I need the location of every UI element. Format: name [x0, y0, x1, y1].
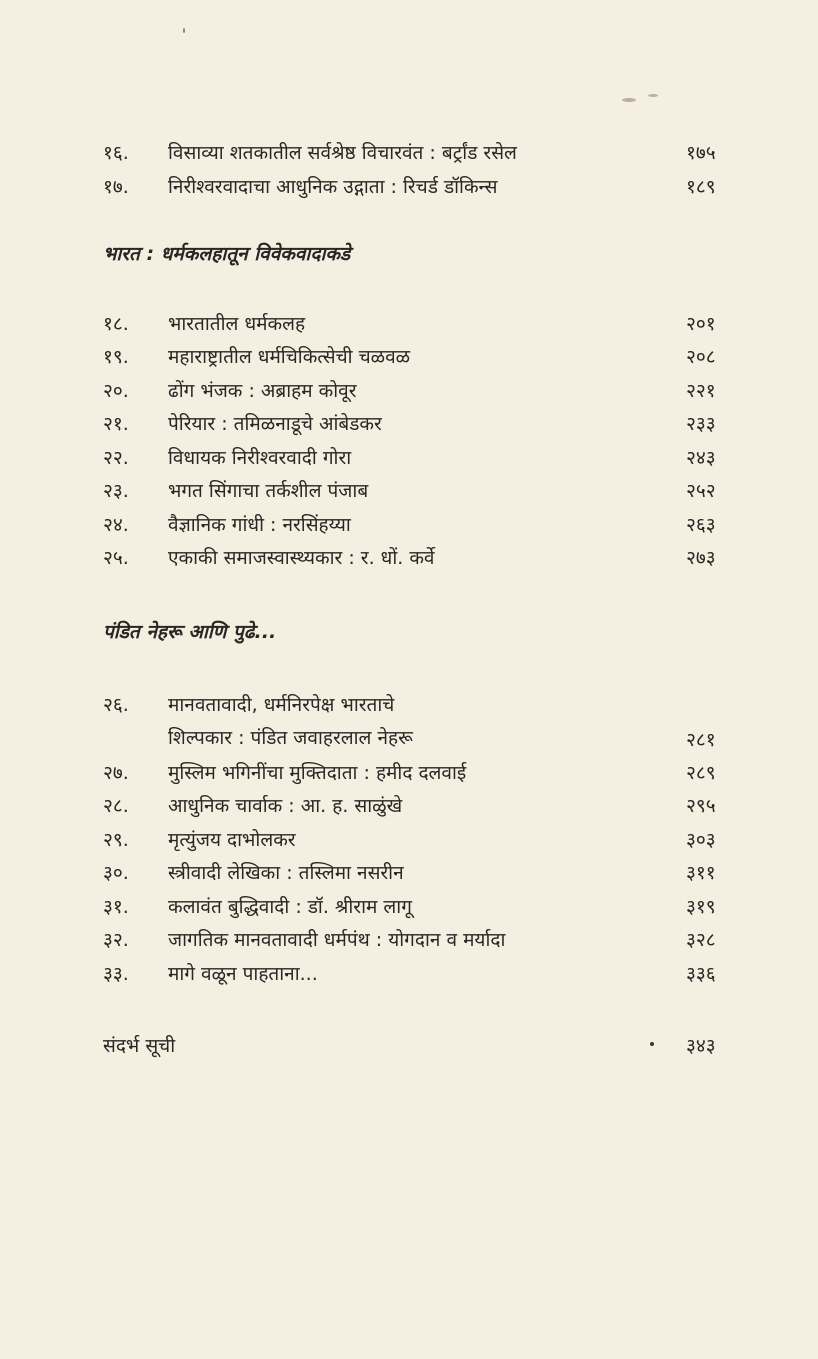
toc-references[interactable] — [0, 1029, 818, 1063]
entry-page: १८९ — [686, 176, 716, 198]
entry-number: २१. — [103, 413, 129, 435]
entry-number: ३३. — [103, 963, 129, 985]
entry-number: ३२. — [103, 929, 129, 951]
entry-number: १९. — [103, 346, 129, 368]
entry-title: मुस्लिम भगिनींचा मुक्तिदाता : हमीद दलवाई — [168, 762, 467, 784]
entry-title: एकाकी समाजस्वास्थ्यकार : र. धों. कर्वे — [168, 547, 435, 569]
paper-speck — [183, 28, 185, 33]
entry-title: महाराष्ट्रातील धर्मचिकित्सेची चळवळ — [168, 346, 411, 368]
entry-page: ३३६ — [686, 963, 716, 985]
toc-entry[interactable] — [0, 957, 818, 991]
entry-number: १६. — [103, 142, 129, 164]
entry-title: विसाव्या शतकातील सर्वश्रेष्ठ विचारवंत : बर्ट्रांड रसेल — [168, 142, 517, 164]
toc-entry-multiline[interactable] — [0, 688, 818, 756]
toc-entry[interactable] — [0, 508, 818, 542]
section-heading: पंडित नेहरू आणि पुढे... — [103, 621, 277, 643]
toc-entry[interactable] — [0, 789, 818, 823]
entry-page: १७५ — [686, 142, 716, 164]
entry-title: आधुनिक चार्वाक : आ. ह. साळुंखे — [168, 795, 403, 817]
entry-title: निरीश्वरवादाचा आधुनिक उद्गाता : रिचर्ड डॉकिन्स — [168, 176, 498, 198]
entry-title: जागतिक मानवतावादी धर्मपंथ : योगदान व मर्यादा — [168, 929, 506, 951]
toc-entry[interactable] — [0, 856, 818, 890]
references-page: ३४३ — [686, 1035, 716, 1057]
entry-page: ३१९ — [686, 896, 716, 918]
toc-entry[interactable] — [0, 136, 818, 170]
section-heading: भारत : धर्मकलहातून विवेकवादाकडे — [103, 243, 351, 265]
entry-number: २९. — [103, 829, 129, 851]
entry-title: ढोंग भंजक : अब्राहम कोवूर — [168, 380, 357, 402]
entry-page: २८१ — [686, 729, 716, 751]
ink-dot — [650, 1042, 654, 1046]
entry-number: ३०. — [103, 862, 129, 884]
entry-page: २३३ — [686, 413, 716, 435]
entry-page: २९५ — [686, 795, 716, 817]
entry-title-line-1: मानवतावादी, धर्मनिरपेक्ष भारताचे — [168, 694, 395, 716]
entry-number: २८. — [103, 795, 129, 817]
entry-title: विधायक निरीश्वरवादी गोरा — [168, 447, 352, 469]
entry-title: मृत्युंजय दाभोलकर — [168, 829, 296, 851]
entry-title-line-2: शिल्पकार : पंडित जवाहरलाल नेहरू — [168, 727, 413, 749]
entry-title: कलावंत बुद्धिवादी : डॉ. श्रीराम लागू — [168, 896, 412, 918]
toc-entry[interactable] — [0, 374, 818, 408]
entry-number: २५. — [103, 547, 129, 569]
entry-page: २७३ — [686, 547, 716, 569]
entry-page: ३०३ — [686, 829, 716, 851]
entry-number: ३१. — [103, 896, 129, 918]
entry-title: भारतातील धर्मकलह — [168, 313, 306, 335]
toc-entry[interactable] — [0, 307, 818, 341]
entry-page: २०१ — [686, 313, 716, 335]
toc-entry[interactable] — [0, 890, 818, 924]
toc-entry[interactable] — [0, 170, 818, 204]
entry-number: २०. — [103, 380, 129, 402]
entry-title: भगत सिंगाचा तर्कशील पंजाब — [168, 480, 369, 502]
entry-title: वैज्ञानिक गांधी : नरसिंहय्या — [168, 514, 351, 536]
entry-page: ३२८ — [686, 929, 716, 951]
toc-entry[interactable] — [0, 407, 818, 441]
toc-entry[interactable] — [0, 340, 818, 374]
paper-speck — [648, 94, 658, 97]
toc-entry[interactable] — [0, 441, 818, 475]
entry-page: २४३ — [686, 447, 716, 469]
entry-number: २२. — [103, 447, 129, 469]
entry-number: २३. — [103, 480, 129, 502]
entry-page: २५२ — [686, 480, 716, 502]
entry-page: ३११ — [686, 862, 716, 884]
entry-page: २०८ — [686, 346, 716, 368]
entry-number: २४. — [103, 514, 129, 536]
paper-speck — [622, 98, 636, 102]
entry-title: पेरियार : तमिळनाडूचे आंबेडकर — [168, 413, 382, 435]
entry-number: १७. — [103, 176, 129, 198]
toc-entry[interactable] — [0, 756, 818, 790]
entry-page: २२१ — [686, 380, 716, 402]
toc-entry[interactable] — [0, 923, 818, 957]
toc-entry[interactable] — [0, 823, 818, 857]
references-label: संदर्भ सूची — [103, 1035, 176, 1057]
toc-entry[interactable] — [0, 474, 818, 508]
entry-page: २६३ — [686, 514, 716, 536]
entry-number: १८. — [103, 313, 129, 335]
toc-entry[interactable] — [0, 541, 818, 575]
entry-page: २८९ — [686, 762, 716, 784]
entry-title: स्त्रीवादी लेखिका : तस्लिमा नसरीन — [168, 862, 404, 884]
entry-number: २७. — [103, 762, 129, 784]
entry-number: २६. — [103, 694, 129, 716]
entry-title: मागे वळून पाहताना... — [168, 963, 318, 985]
